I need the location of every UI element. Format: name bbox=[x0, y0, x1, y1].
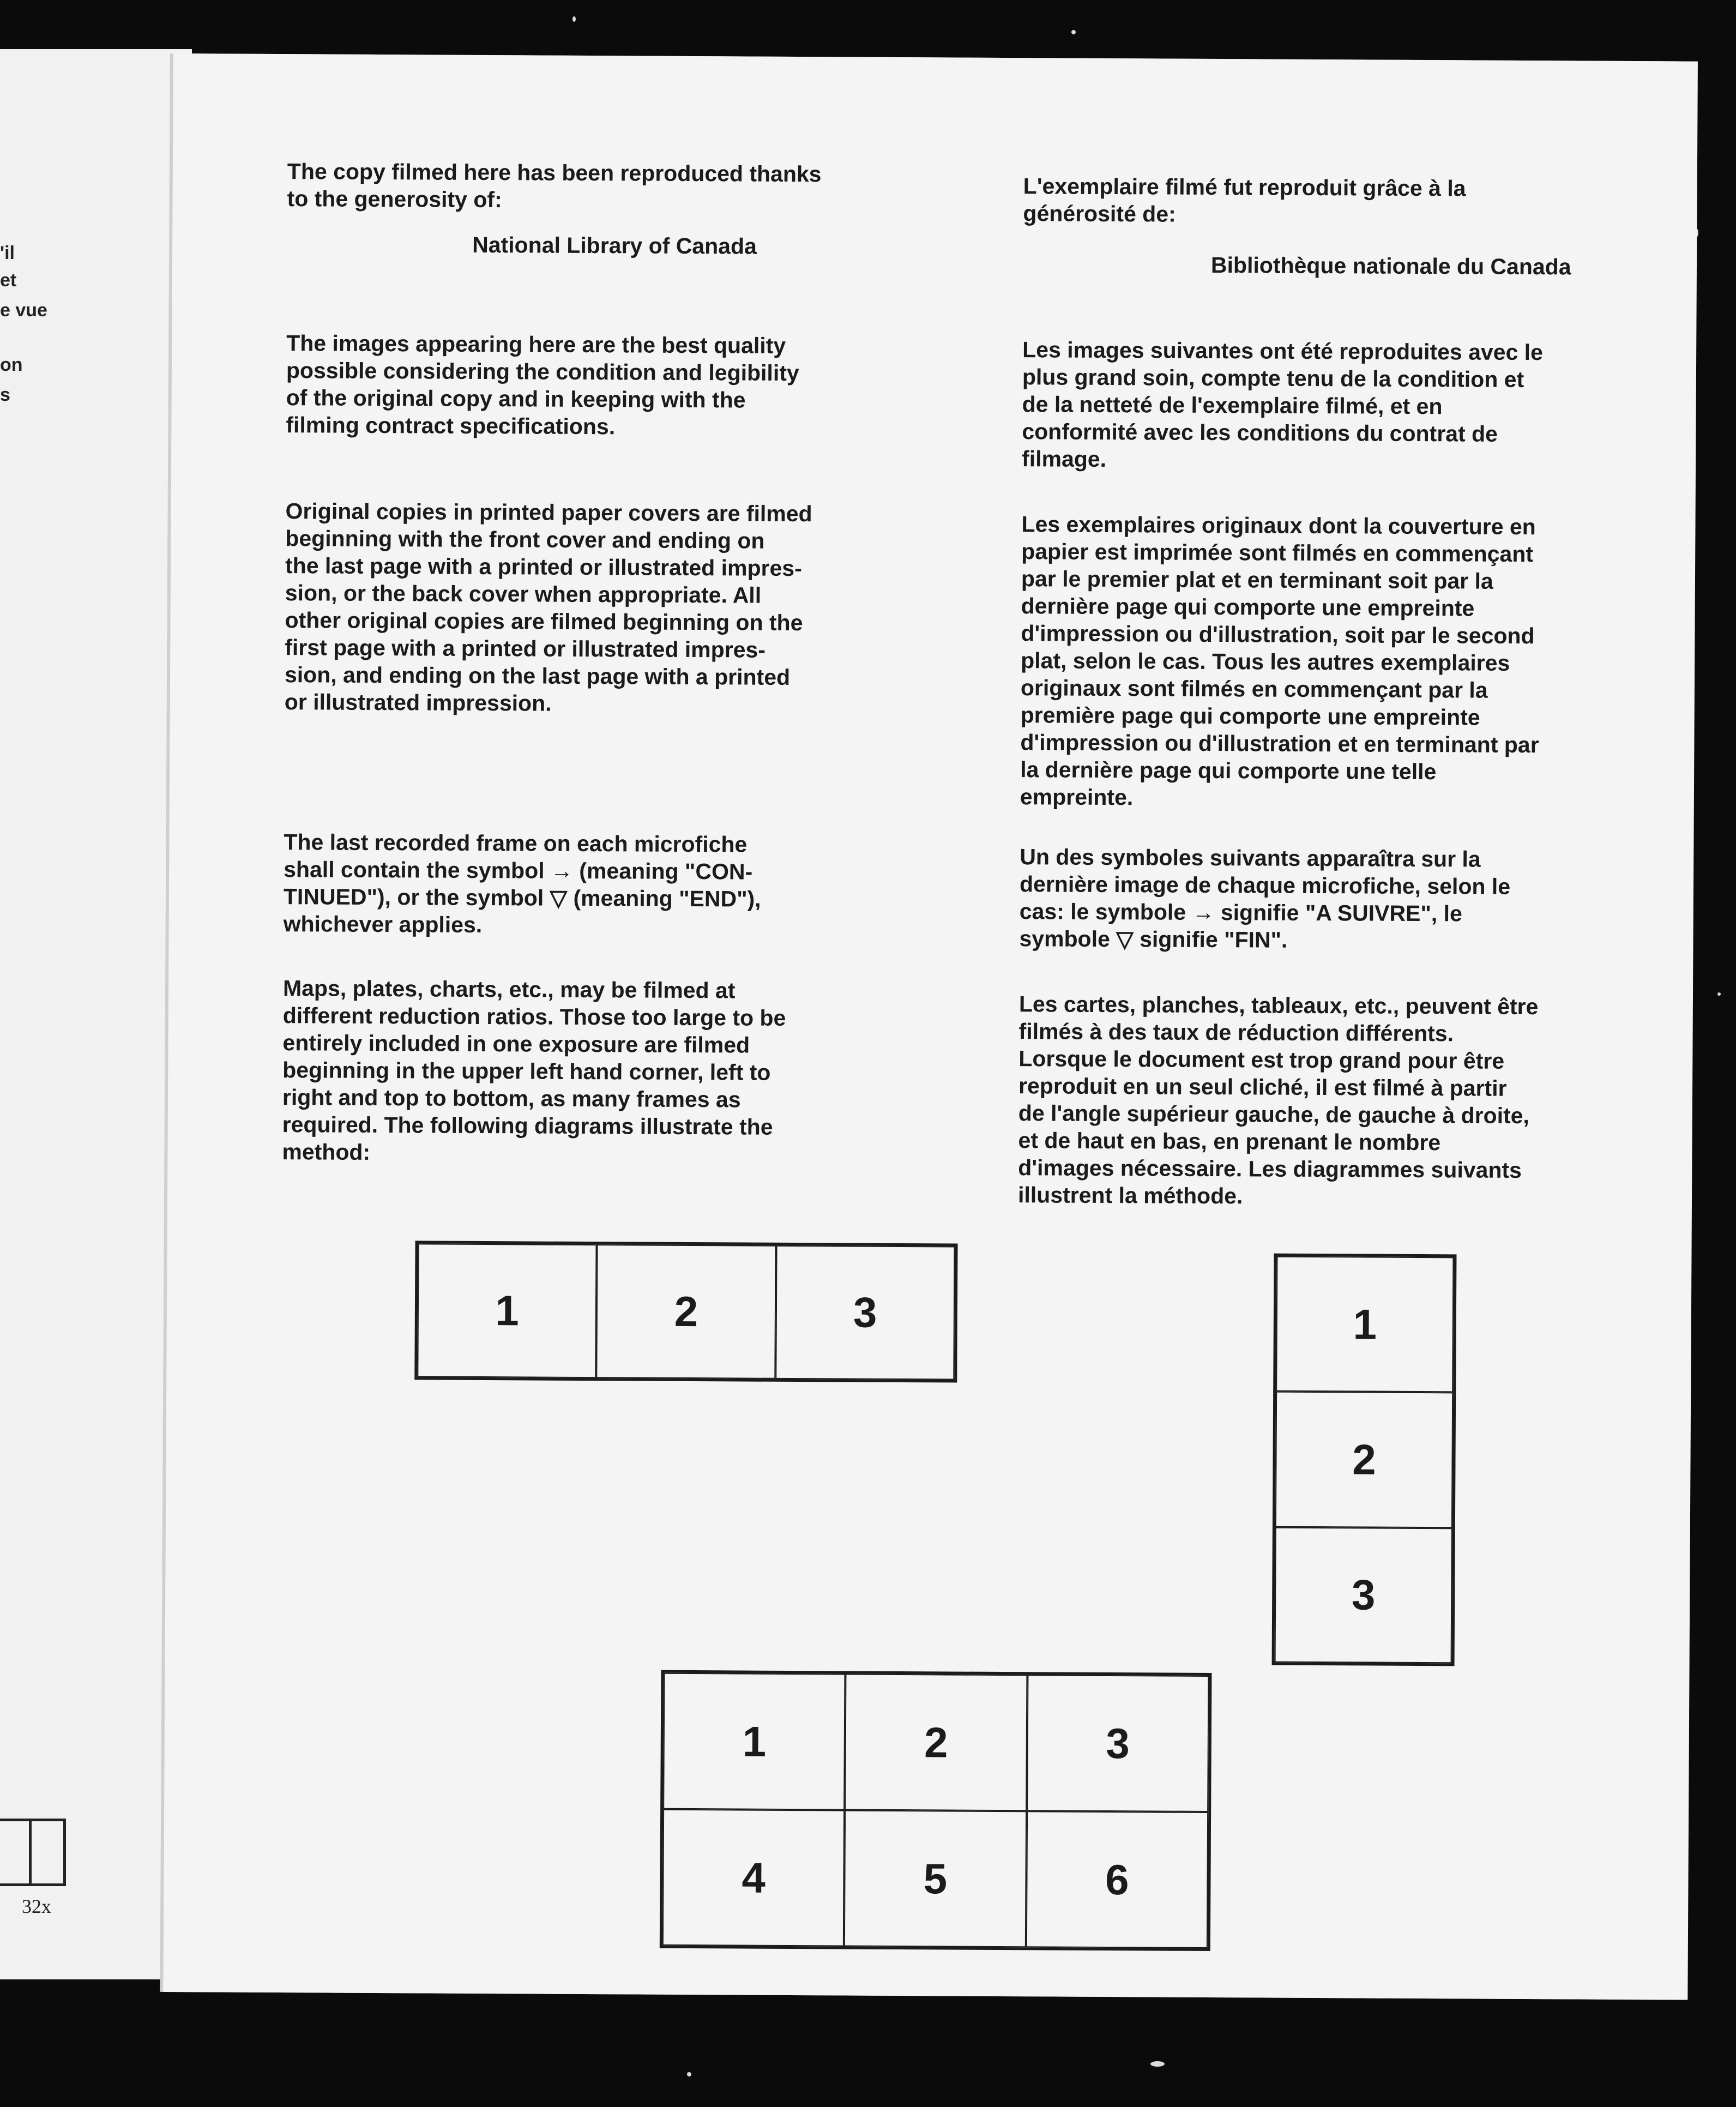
french-institution: Bibliothèque nationale du Canada bbox=[1210, 252, 1571, 280]
frame-cell: 3 bbox=[1027, 1675, 1209, 1812]
frame-cell: 1 bbox=[417, 1243, 597, 1378]
scan-speck bbox=[1717, 992, 1721, 996]
frame-cell: 5 bbox=[844, 1810, 1027, 1947]
scan-speck bbox=[1150, 2061, 1165, 2067]
facing-page-text-fragment: e vue bbox=[0, 300, 47, 321]
main-page bbox=[163, 53, 1698, 2000]
scan-speck bbox=[687, 2072, 691, 2076]
diagram-grid-six-frames bbox=[660, 1670, 1212, 1951]
facing-page-number: 32x bbox=[22, 1895, 51, 1917]
frame-cell: 3 bbox=[1275, 1527, 1452, 1663]
frame-cell: 3 bbox=[775, 1245, 955, 1380]
diagram-row-three-frames bbox=[414, 1241, 957, 1382]
facing-page-text-fragment: 'il bbox=[0, 243, 15, 263]
facing-page bbox=[0, 49, 192, 1979]
facing-page-diagram-fragment bbox=[0, 1819, 66, 1886]
facing-page-text-fragment: et bbox=[0, 270, 17, 291]
frame-cell: 1 bbox=[1276, 1256, 1454, 1393]
diagram-column-three-frames bbox=[1272, 1254, 1457, 1666]
english-symbols-paragraph: The last recorded frame on each microfiche shall contain the symbol → (meaning "CON- TINUED"), or the symbol ▽ (meaning "END"), whichever applies. bbox=[283, 829, 761, 937]
english-institution: National Library of Canada bbox=[472, 232, 757, 259]
french-original-copies-paragraph: Les exemplaires originaux dont la couverture en papier est imprimée sont filmés en commençant par le premier plat et en terminant soit par la dernière page qui comporte une empreinte d'impression ou d'illustration, soit par le second plat, selon le cas. Tous les autres exemplaires originaux sont filmés en commençant par la première page qui comporte une empreinte d'impression ou d'illustration et en terminant par la dernière page qui comporte une telle empreinte. bbox=[1020, 511, 1539, 810]
frame-cell: 6 bbox=[1026, 1811, 1208, 1948]
frame-cell: 2 bbox=[596, 1244, 776, 1379]
english-quality-paragraph: The images appearing here are the best quality possible considering the condition and legibility of the original copy and in keeping with the filming contract specifications. bbox=[286, 330, 799, 440]
french-symbols-paragraph: Un des symboles suivants apparaîtra sur la dernière image de chaque microfiche, selon le cas: le symbole → signifie "A SUIVRE", le symbole ▽ signifie "FIN". bbox=[1019, 844, 1511, 953]
frame-cell: 2 bbox=[1275, 1392, 1453, 1528]
english-original-copies-paragraph: Original copies in printed paper covers are filmed beginning with the front cover and ending on the last page with a printed or illustrated impres- sion, or the back cover when appropriate. All other original copies are filmed beginning on the first page with a printed or illustrated impres- sion, and ending on the last page with a printed or illustrated impression. bbox=[284, 498, 812, 716]
english-acknowledgement: The copy filmed here has been reproduced thanks to the generosity of: bbox=[287, 159, 822, 213]
scan-speck bbox=[572, 16, 576, 22]
french-maps-paragraph: Les cartes, planches, tableaux, etc., peuvent être filmés à des taux de réduction différents. Lorsque le document est trop grand pour être reproduit en un seul cliché, il est filmé à partir de l'angle supérieur gauche, de gauche à droite, et de haut en bas, en prenant le nombre d'images nécessaire. Les diagrammes suivants illustrent la méthode. bbox=[1017, 991, 1539, 1209]
facing-page-text-fragment: on bbox=[0, 354, 23, 375]
scan-speck bbox=[1071, 30, 1076, 34]
frame-cell: 2 bbox=[845, 1673, 1027, 1811]
frame-cell: 1 bbox=[663, 1673, 846, 1810]
facing-page-text-fragment: s bbox=[0, 384, 10, 405]
french-acknowledgement: L'exemplaire filmé fut reproduit grâce à la générosité de: bbox=[1023, 173, 1466, 227]
french-quality-paragraph: Les images suivantes ont été reproduites avec le plus grand soin, compte tenu de la condition et de la netteté de l'exemplaire filmé, et en conformité avec les conditions du contrat de filmage. bbox=[1022, 337, 1544, 472]
frame-cell: 4 bbox=[662, 1809, 845, 1947]
english-maps-paragraph: Maps, plates, charts, etc., may be filmed at different reduction ratios. Those too large to be entirely included in one exposure are filmed beginning in the upper left hand corner, left to right and top to bottom, as many frames as required. The following diagrams illustrate the method: bbox=[282, 976, 786, 1165]
